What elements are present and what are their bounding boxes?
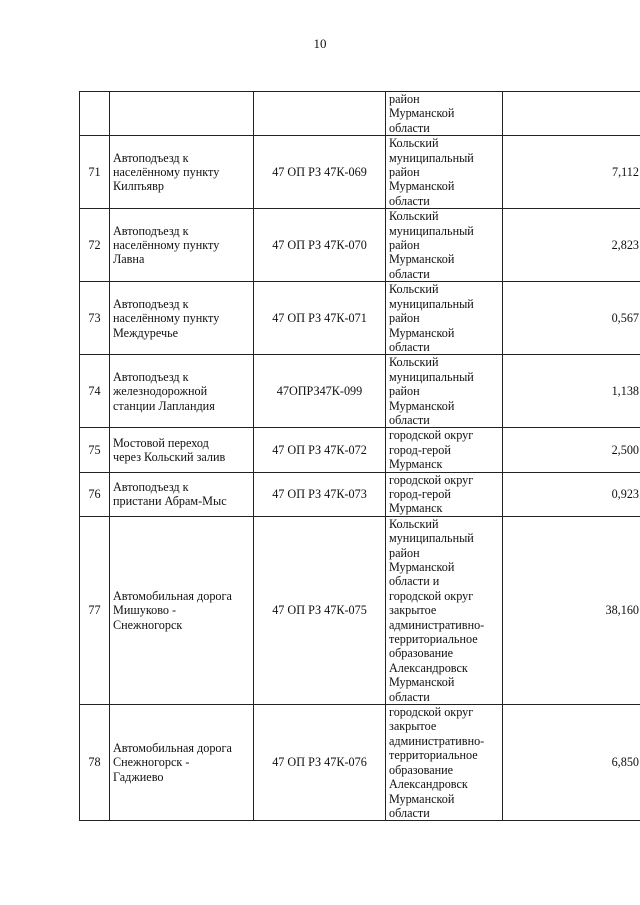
row-number: 72 [80, 209, 110, 282]
road-location-line: район [389, 384, 420, 399]
road-location-line: области и [389, 574, 440, 589]
road-location-line: Александровск [389, 660, 468, 675]
road-location-line: образование [389, 762, 454, 777]
road-length [503, 92, 640, 136]
road-location-line: закрытое [389, 719, 437, 734]
road-name-cell [110, 472, 254, 516]
road-location-line: муниципальный [389, 223, 474, 238]
road-name-cell [110, 92, 254, 136]
road-name-line: Автоподъезд к [113, 369, 189, 384]
road-id-code: 47 ОП РЗ 47К-075 [254, 516, 386, 704]
road-location-cell [386, 282, 503, 355]
road-location-line: области [389, 805, 430, 820]
road-location-line: образование [389, 646, 454, 661]
road-length: 0,567 [503, 282, 640, 355]
row-number: 77 [80, 516, 110, 704]
road-id-code: 47ОПРЗ47К-099 [254, 355, 386, 428]
road-location-line: Мурманской [389, 252, 455, 267]
road-id-code: 47 ОП РЗ 47К-072 [254, 428, 386, 472]
road-name-cell [110, 136, 254, 209]
roads-table [79, 91, 640, 821]
road-location-line: город-герой [389, 486, 451, 501]
road-location-line: Мурманской [389, 675, 455, 690]
row-number [80, 92, 110, 136]
row-number: 74 [80, 355, 110, 428]
road-location-line: области [389, 412, 430, 427]
road-location-line: район [389, 165, 420, 180]
road-location-line: Мурманск [389, 501, 443, 516]
roads-table-body [80, 92, 640, 821]
road-name-line: пристани Абрам-Мыс [113, 494, 227, 509]
road-name-cell [110, 355, 254, 428]
road-location-line: городской округ [389, 588, 474, 603]
road-location-line: области [389, 120, 430, 135]
road-location-line: городской округ [389, 428, 474, 443]
table-row [80, 516, 640, 704]
row-number: 75 [80, 428, 110, 472]
road-location-line: Мурманской [389, 179, 455, 194]
road-location-cell [386, 428, 503, 472]
road-length: 2,823 [503, 209, 640, 282]
road-location-line: Мурманск [389, 457, 443, 472]
road-id-code: 47 ОП РЗ 47К-076 [254, 705, 386, 821]
road-location-cell [386, 516, 503, 704]
road-name-line: Снежногорск [113, 617, 183, 632]
road-location-line: район [389, 311, 420, 326]
road-location-line: территориальное [389, 632, 478, 647]
road-location-line: области [389, 266, 430, 281]
road-name-line: населённому пункту [113, 165, 220, 180]
road-location-cell [386, 705, 503, 821]
road-location-line: закрытое [389, 603, 437, 618]
road-id-code: 47 ОП РЗ 47К-070 [254, 209, 386, 282]
road-id-code [254, 92, 386, 136]
road-location-line: город-герой [389, 442, 451, 457]
road-location-cell [386, 472, 503, 516]
road-location-line: Мурманской [389, 106, 455, 121]
road-location-line: район [389, 238, 420, 253]
road-name-line: населённому пункту [113, 238, 220, 253]
road-location-line: административно- [389, 733, 485, 748]
road-location-line: Александровск [389, 777, 468, 792]
road-location-line: городской округ [389, 705, 474, 720]
table-row [80, 472, 640, 516]
table-row [80, 92, 640, 136]
road-length: 6,850 [503, 705, 640, 821]
road-name-line: Гаджиево [113, 769, 164, 784]
road-location-line: Кольский [389, 516, 439, 531]
road-location-line: муниципальный [389, 369, 474, 384]
row-number: 71 [80, 136, 110, 209]
road-name-line: Мишуково - [113, 603, 177, 618]
road-location-line: Кольский [389, 209, 439, 224]
road-location-line: области [389, 339, 430, 354]
road-length: 2,500 [503, 428, 640, 472]
road-name-line: Автомобильная дорога [113, 741, 232, 756]
table-row [80, 428, 640, 472]
road-length: 1,138 [503, 355, 640, 428]
road-name-line: населённому пункту [113, 311, 220, 326]
road-name-line: Автоподъезд к [113, 479, 189, 494]
road-name-line: Снежногорск - [113, 755, 190, 770]
road-location-line: городской округ [389, 472, 474, 487]
road-location-line: муниципальный [389, 296, 474, 311]
road-location-line: Мурманской [389, 325, 455, 340]
road-location-cell [386, 136, 503, 209]
road-length: 38,160 [503, 516, 640, 704]
road-name-line: через Кольский залив [113, 449, 226, 464]
road-id-code: 47 ОП РЗ 47К-073 [254, 472, 386, 516]
road-name-line: Автоподъезд к [113, 150, 189, 165]
road-location-cell [386, 209, 503, 282]
road-location-line: Кольский [389, 355, 439, 370]
road-location-line: Кольский [389, 282, 439, 297]
road-name-line: Автоподъезд к [113, 296, 189, 311]
page-number: 10 [313, 36, 327, 51]
road-location-line: Мурманской [389, 398, 455, 413]
road-name-line: железнодорожной [113, 384, 208, 399]
row-number: 73 [80, 282, 110, 355]
road-name-line: Мостовой переход [113, 435, 209, 450]
row-number: 78 [80, 705, 110, 821]
road-location-cell [386, 355, 503, 428]
road-location-line: район [389, 545, 420, 560]
table-row [80, 282, 640, 355]
road-name-line: Автоподъезд к [113, 223, 189, 238]
road-name-line: Междуречье [113, 325, 179, 340]
road-location-line: Мурманской [389, 791, 455, 806]
road-location-line: муниципальный [389, 150, 474, 165]
table-row [80, 355, 640, 428]
road-location-line: территориальное [389, 748, 478, 763]
road-id-code: 47 ОП РЗ 47К-071 [254, 282, 386, 355]
road-location-line: области [389, 193, 430, 208]
road-id-code: 47 ОП РЗ 47К-069 [254, 136, 386, 209]
road-location-line: муниципальный [389, 531, 474, 546]
table-row [80, 136, 640, 209]
road-name-cell [110, 209, 254, 282]
road-name-line: Лавна [113, 252, 145, 267]
road-length: 0,923 [503, 472, 640, 516]
road-length: 7,112 [503, 136, 640, 209]
road-name-line: станции Лапландия [113, 398, 215, 413]
road-location-line: Кольский [389, 136, 439, 151]
road-name-line: Автомобильная дорога [113, 588, 232, 603]
road-name-cell [110, 428, 254, 472]
table-row [80, 209, 640, 282]
road-name-cell [110, 516, 254, 704]
road-location-line: административно- [389, 617, 485, 632]
road-name-cell [110, 705, 254, 821]
road-name-line: Килпъявр [113, 179, 165, 194]
road-name-cell [110, 282, 254, 355]
road-location-line: области [389, 689, 430, 704]
row-number: 76 [80, 472, 110, 516]
road-location-line: район [389, 92, 420, 106]
road-location-cell [386, 92, 503, 136]
table-row [80, 705, 640, 821]
road-location-line: Мурманской [389, 560, 455, 574]
